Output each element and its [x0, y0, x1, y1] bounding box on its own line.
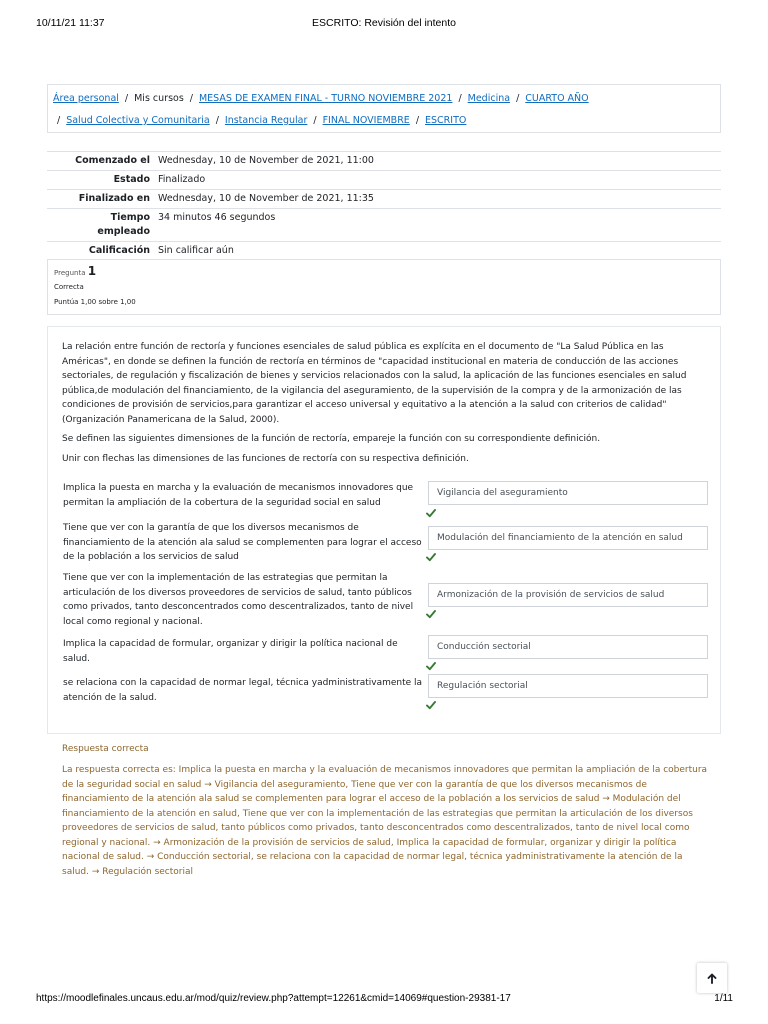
- summary-label: Calificación: [88, 245, 150, 256]
- breadcrumb-separator: /: [516, 93, 520, 104]
- question-number-value: 1: [87, 264, 97, 278]
- question-number: [54, 264, 96, 278]
- feedback-title: Respuesta correcta: [62, 744, 149, 754]
- breadcrumb-link-area-personal[interactable]: Área personal: [53, 93, 119, 104]
- print-datetime: 10/11/21 11:37: [36, 17, 105, 29]
- match-answer-select[interactable]: Vigilancia del aseguramiento: [428, 481, 708, 505]
- summary-value: Sin calificar aún: [158, 245, 234, 256]
- check-icon: [426, 700, 436, 710]
- match-stem: Implica la puesta en marcha y la evaluación de mecanismos innovadores que permitan la ampliación de la cobertura de la seguridad social en salud: [63, 483, 414, 508]
- summary-value: Finalizado: [158, 174, 206, 185]
- print-title: ESCRITO: Revisión del intento: [312, 17, 456, 29]
- breadcrumb-separator: /: [189, 93, 193, 104]
- breadcrumb-separator: /: [458, 93, 462, 104]
- question-mark: Puntúa 1,00 sobre 1,00: [54, 298, 136, 306]
- print-header: [0, 17, 768, 31]
- check-icon: [426, 609, 436, 619]
- back-to-top-button[interactable]: [697, 963, 727, 993]
- print-url: https://moodlefinales.uncaus.edu.ar/mod/quiz/review.php?attempt=12261&cmid=14069#question-29381-17: [36, 993, 511, 1004]
- summary-row-started: [47, 151, 721, 170]
- breadcrumb-item-mis-cursos: Mis cursos: [134, 93, 184, 104]
- breadcrumb-link-mesas-examen[interactable]: MESAS DE EXAMEN FINAL - TURNO NOVIEMBRE 2021: [198, 93, 453, 104]
- check-icon: [426, 508, 436, 518]
- summary-label: [47, 209, 150, 241]
- breadcrumb-separator: /: [124, 93, 129, 104]
- breadcrumb-link-final-noviembre[interactable]: FINAL NOVIEMBRE: [322, 115, 410, 126]
- breadcrumb-link-salud-colectiva[interactable]: Salud Colectiva y Comunitaria: [66, 115, 210, 126]
- question-info: [47, 259, 721, 315]
- question-paragraph: Unir con flechas las dimensiones de las funciones de rectoría con su respectiva definición.: [62, 453, 469, 464]
- match-stem: Tiene que ver con la garantía de que los diversos mecanismos de financiamiento de la atención ala salud se complementen para lograr el acceso de la población a los servicios de salud: [63, 523, 422, 562]
- match-answer-select[interactable]: Regulación sectorial: [428, 674, 708, 698]
- summary-label: Estado: [113, 174, 150, 185]
- summary-value: Wednesday, 10 de November de 2021, 11:00: [158, 155, 374, 166]
- breadcrumb-separator: /: [57, 115, 61, 126]
- summary-label-line: empleado: [97, 226, 150, 237]
- breadcrumb: [47, 84, 721, 133]
- print-page-number: 1/11: [714, 993, 733, 1004]
- question-state: Correcta: [54, 283, 84, 291]
- summary-row-grade: [47, 241, 721, 261]
- match-answer-select[interactable]: Conducción sectorial: [428, 635, 708, 659]
- summary-row-time: [47, 208, 721, 241]
- breadcrumb-separator: /: [313, 115, 317, 126]
- match-stem: Tiene que ver con la implementación de las estrategias que permitan la articulación de los diversos proveedores de servicios de salud, tanto públicos como privados, tanto desconcentrados como descentralizados, tanto de nivel local como regional y nacional.: [63, 573, 414, 627]
- question-paragraph: La relación entre función de rectoría y funciones esenciales de salud pública es explícita en el documento de "La Salud Pública en las Américas", en donde se definen la función de rectoría en términos de "capacidad institucional en materia de conducción de las acciones sectoriales, de regulación y fiscalización de bienes y servicios relacionados con la salud, la aplicación de las funciones esenciales en salud pública,de modulación del financiamiento, de la vigilancia del aseguramiento, de la supervisión de la compra y de la armonización de las condiciones de provisión de servicios,para garantizar el acceso universal y equitativo a la atención a la salud con criterios de calidad" (Organización Panamericana de la Salud, 2000).: [62, 342, 687, 425]
- question-text: [62, 340, 712, 471]
- question-formulation: [47, 326, 721, 734]
- match-answer-select[interactable]: Armonización de la provisión de servicios de salud: [428, 583, 708, 607]
- breadcrumb-link-medicina[interactable]: Medicina: [467, 93, 511, 104]
- match-stem: Implica la capacidad de formular, organizar y dirigir la política nacional de salud.: [63, 639, 398, 664]
- summary-value: Wednesday, 10 de November de 2021, 11:35: [158, 193, 374, 204]
- breadcrumb-separator: /: [415, 115, 420, 126]
- breadcrumb-link-escrito[interactable]: ESCRITO: [425, 115, 467, 126]
- breadcrumb-line-2: [57, 115, 466, 129]
- question-paragraph: Se definen las siguientes dimensiones de la función de rectoría, empareje la función con su correspondiente definición.: [62, 434, 601, 444]
- question-number-label: Pregunta: [54, 269, 86, 277]
- arrow-up-icon: [707, 973, 717, 984]
- summary-label: Comenzado el: [75, 155, 150, 166]
- summary-row-finished: [47, 189, 721, 208]
- summary-label-line: Tiempo: [110, 212, 150, 223]
- breadcrumb-link-cuarto-anio[interactable]: CUARTO AÑO: [525, 93, 589, 104]
- summary-label: Finalizado en: [78, 193, 150, 204]
- breadcrumb-link-instancia-regular[interactable]: Instancia Regular: [224, 115, 308, 126]
- breadcrumb-separator: /: [215, 115, 219, 126]
- summary-row-state: [47, 170, 721, 189]
- match-stem: se relaciona con la capacidad de normar legal, técnica yadministrativamente la atención de la salud.: [63, 678, 423, 703]
- right-answer-text: La respuesta correcta es: Implica la puesta en marcha y la evaluación de mecanismos innovadores que permitan la ampliación de la cobertura de la seguridad social en salud → Vigilancia del aseguramiento, Tiene que ver con la garantía de que los diversos mecanismos de financiamiento de la atención ala salud se complementen para lograr el acceso de la población a los servicios de salud → Modulación del financiamiento de la atención en salud, Tiene que ver con la implementación de las estrategias que permitan la articulación de los diversos proveedores de servicios de salud, tanto públicos como privados, tanto desconcentrados como descentralizados, tanto de nivel local como regional y nacional. → Armonización de la provisión de servicios de salud, Implica la capacidad de formular, organizar y dirigir la política nacional de salud. → Conducción sectorial, se relaciona con la capacidad de normar legal, técnica yadministrativamente la atención de la salud. → Regulación sectorial: [62, 765, 708, 877]
- check-icon: [426, 661, 436, 671]
- attempt-summary-table: [47, 151, 721, 261]
- match-answer-select[interactable]: Modulación del financiamiento de la atención en salud: [428, 526, 708, 550]
- breadcrumb-line-1: [53, 93, 589, 107]
- check-icon: [426, 552, 436, 562]
- summary-value: 34 minutos 46 segundos: [158, 212, 276, 223]
